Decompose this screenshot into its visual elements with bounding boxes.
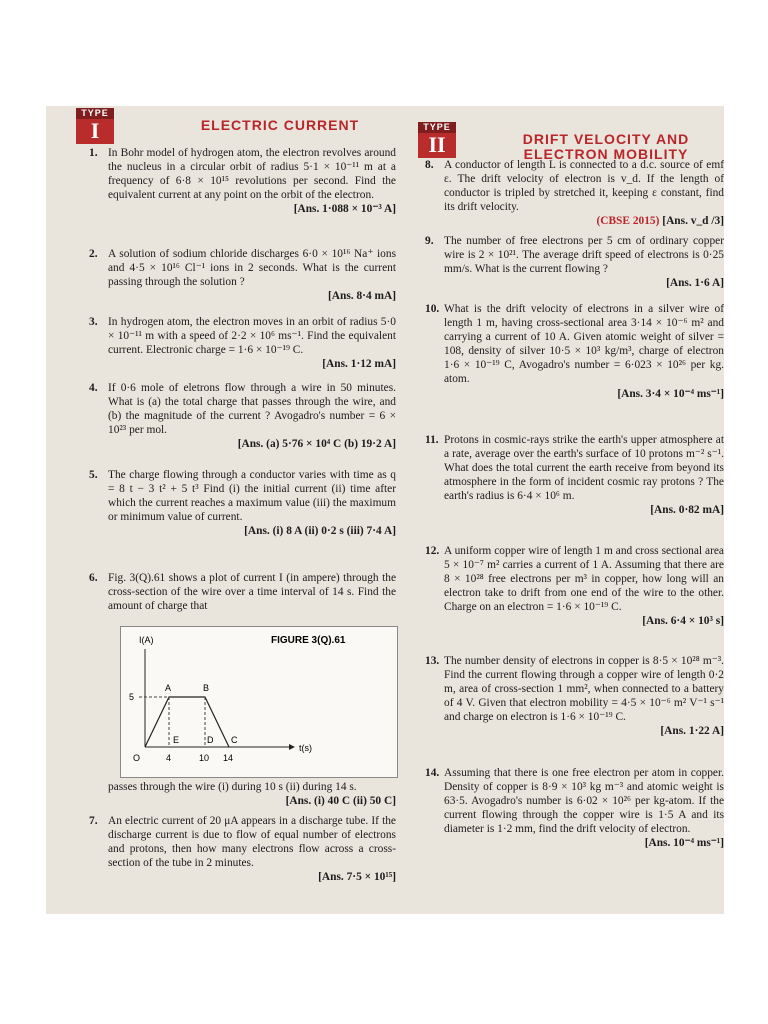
question-9: 9. The number of free electrons per 5 cm of ordinary copper wire is 2 × 10²¹. The average drift speed of electrons is 0·25 mm/s. What is the current flowing ? [Ans. 1·6 A]: [425, 235, 724, 290]
question-2: 2. A solution of sodium chloride discharges 6·0 × 10¹⁶ Na⁺ ions and 4·5 × 10¹⁶ Cl⁻¹ ions in 2 seconds. What is the current passing through the solution ? [Ans. 8·4 mA]: [89, 248, 396, 303]
point-c: C: [231, 735, 238, 745]
question-13: 13. The number density of electrons in copper is 8·5 × 10²⁸ m⁻³. Find the current flowing through a copper wire of length 0·2 m, area of cross-section 1 mm², when connected to a battery of 4 V. Given that electron mobility = 4·5 × 10⁻⁶ m² V⁻¹ s⁻¹ and charge on electron is 1·6 × 10⁻¹⁹ C. [Ans. 1·22 A]: [425, 655, 724, 738]
section-title-drift-velocity: DRIFT VELOCITY AND ELECTRON MOBILITY: [522, 131, 690, 162]
question-10: 10. What is the drift velocity of electrons in a silver wire of length 1 m, having cross-sectional area 3·14 × 10⁻⁶ m² and carrying a current of 10 A. Given atomic weight of silver = 108, density of silver 10·5 × 10³ kg/m³, charge of electron 1·6 × 10⁻¹⁹ C, Avogadro's number = 6·023 × 10²⁶ per kg. atom. [Ans. 3·4 × 10⁻⁴ ms⁻¹]: [425, 303, 724, 400]
point-b: B: [203, 683, 210, 693]
x-tick-4: 4: [166, 753, 172, 763]
type-word: TYPE: [418, 122, 456, 133]
origin-label: O: [133, 753, 141, 763]
type-badge-2: [418, 122, 456, 158]
x-axis-arrow: [289, 744, 295, 750]
type-word: TYPE: [76, 108, 114, 119]
question-12: 12. A uniform copper wire of length 1 m and cross sectional area 5 × 10⁻⁷ m² carries a current of 1 A. Assuming that there are 8 × 10²⁸ free electrons per m³ in copper, how long will an electron take to drift from one end of the wire to the other. Charge on an electron = 1·6 × 10⁻¹⁹ C. [Ans. 6·4 × 10³ s]: [425, 545, 724, 628]
question-11: 11. Protons in cosmic-rays strike the earth's upper atmosphere at a rate, average over the earth's surface of 10 protons m⁻² s⁻¹. What does the total current the earth receive from beyond its atmosphere in the form of incident cosmic ray protons ? The earth's radius is 6·4 × 10⁶ m. [Ans. 0·82 mA]: [425, 434, 724, 517]
x-tick-14: 14: [223, 753, 234, 763]
question-6: 6. Fig. 3(Q).61 shows a plot of current I (in ampere) through the cross-section of the wire over a time interval of 14 s. Find the amount of charge that: [89, 572, 396, 613]
point-d: D: [207, 735, 214, 745]
question-5: 5. The charge flowing through a conductor varies with time as q = 8 t − 3 t² + 5 t³ Find (i) the initial current (ii) time after which the current reaches a maximum value (iii) the maximum or minimum value of current. [Ans. (i) 8 A (ii) 0·2 s (iii) 7·4 A]: [89, 469, 396, 538]
current-curve: [145, 697, 229, 747]
textbook-page: [46, 106, 724, 914]
question-3: 3. In hydrogen atom, the electron moves in an orbit of radius 5·0 × 10⁻¹¹ m with a speed of 2·2 × 10⁶ ms⁻¹. Find the equivalent current. Electronic charge = 1·6 × 10⁻¹⁹ C. [Ans. 1·12 mA]: [89, 316, 396, 371]
question-4: 4. If 0·6 mole of eletrons flow through a wire in 50 minutes. What is (a) the total charge that passes through the wire, and (b) the magnitude of the current ? Avogadro's number = 6 × 10²³ per mol. [Ans. (a) 5·76 × 10⁴ C (b) 19·2 A]: [89, 382, 396, 451]
figure-current-time-graph: [120, 626, 398, 778]
y-axis-label: I(A): [139, 635, 154, 645]
type-badge-1: [76, 108, 114, 144]
question-1: 1. In Bohr model of hydrogen atom, the electron revolves around the nucleus in a circular orbit of radius 5·1 × 10⁻¹¹ m at a frequency of 6·8 × 10¹⁵ revolutions per second. Find the equivalent current at any point on the orbit of the electron. [Ans. 1·088 × 10⁻³ A]: [89, 147, 396, 216]
current-time-plot: [121, 627, 397, 777]
x-tick-10: 10: [199, 753, 210, 763]
point-a: A: [165, 683, 172, 693]
y-tick-5: 5: [129, 692, 135, 702]
point-e: E: [173, 735, 180, 745]
figure-title: FIGURE 3(Q).61: [271, 635, 346, 646]
x-axis-label: t(s): [299, 743, 312, 753]
question-14: 14. Assuming that there is one free electron per atom in copper. Density of copper is 8·9 × 10³ kg m⁻³ and atomic weight is 63·5. Avogadro's number is 6·02 × 10²⁶ per kg-atom. If the current flowing through the copper wire is 1·5 A and its diameter is 1·2 mm, find the drift velocity of electron. [Ans. 10⁻⁴ ms⁻¹]: [425, 767, 724, 850]
question-8: 8. A conductor of length L is connected to a d.c. source of emf ε. The drift velocity of electron is v_d. If the length of conductor is tripled by stretched it, keeping ε constant, find its drift velocity. (CBSE 2015) [Ans. v_d /3]: [425, 159, 724, 228]
type-numeral: II: [428, 132, 446, 157]
question-6-continued: passes through the wire (i) during 10 s (ii) during 14 s. [Ans. (i) 40 C (ii) 50 C]: [108, 781, 396, 808]
type-numeral: I: [90, 118, 100, 143]
question-7: 7. An electric current of 20 μA appears in a discharge tube. If the discharge current is due to flow of equal number of electrons and protons, then how many electrons flow across a cross-section of the tube in 2 minutes. [Ans. 7·5 × 10¹⁵]: [89, 815, 396, 884]
section-title-electric-current: ELECTRIC CURRENT: [200, 117, 360, 133]
